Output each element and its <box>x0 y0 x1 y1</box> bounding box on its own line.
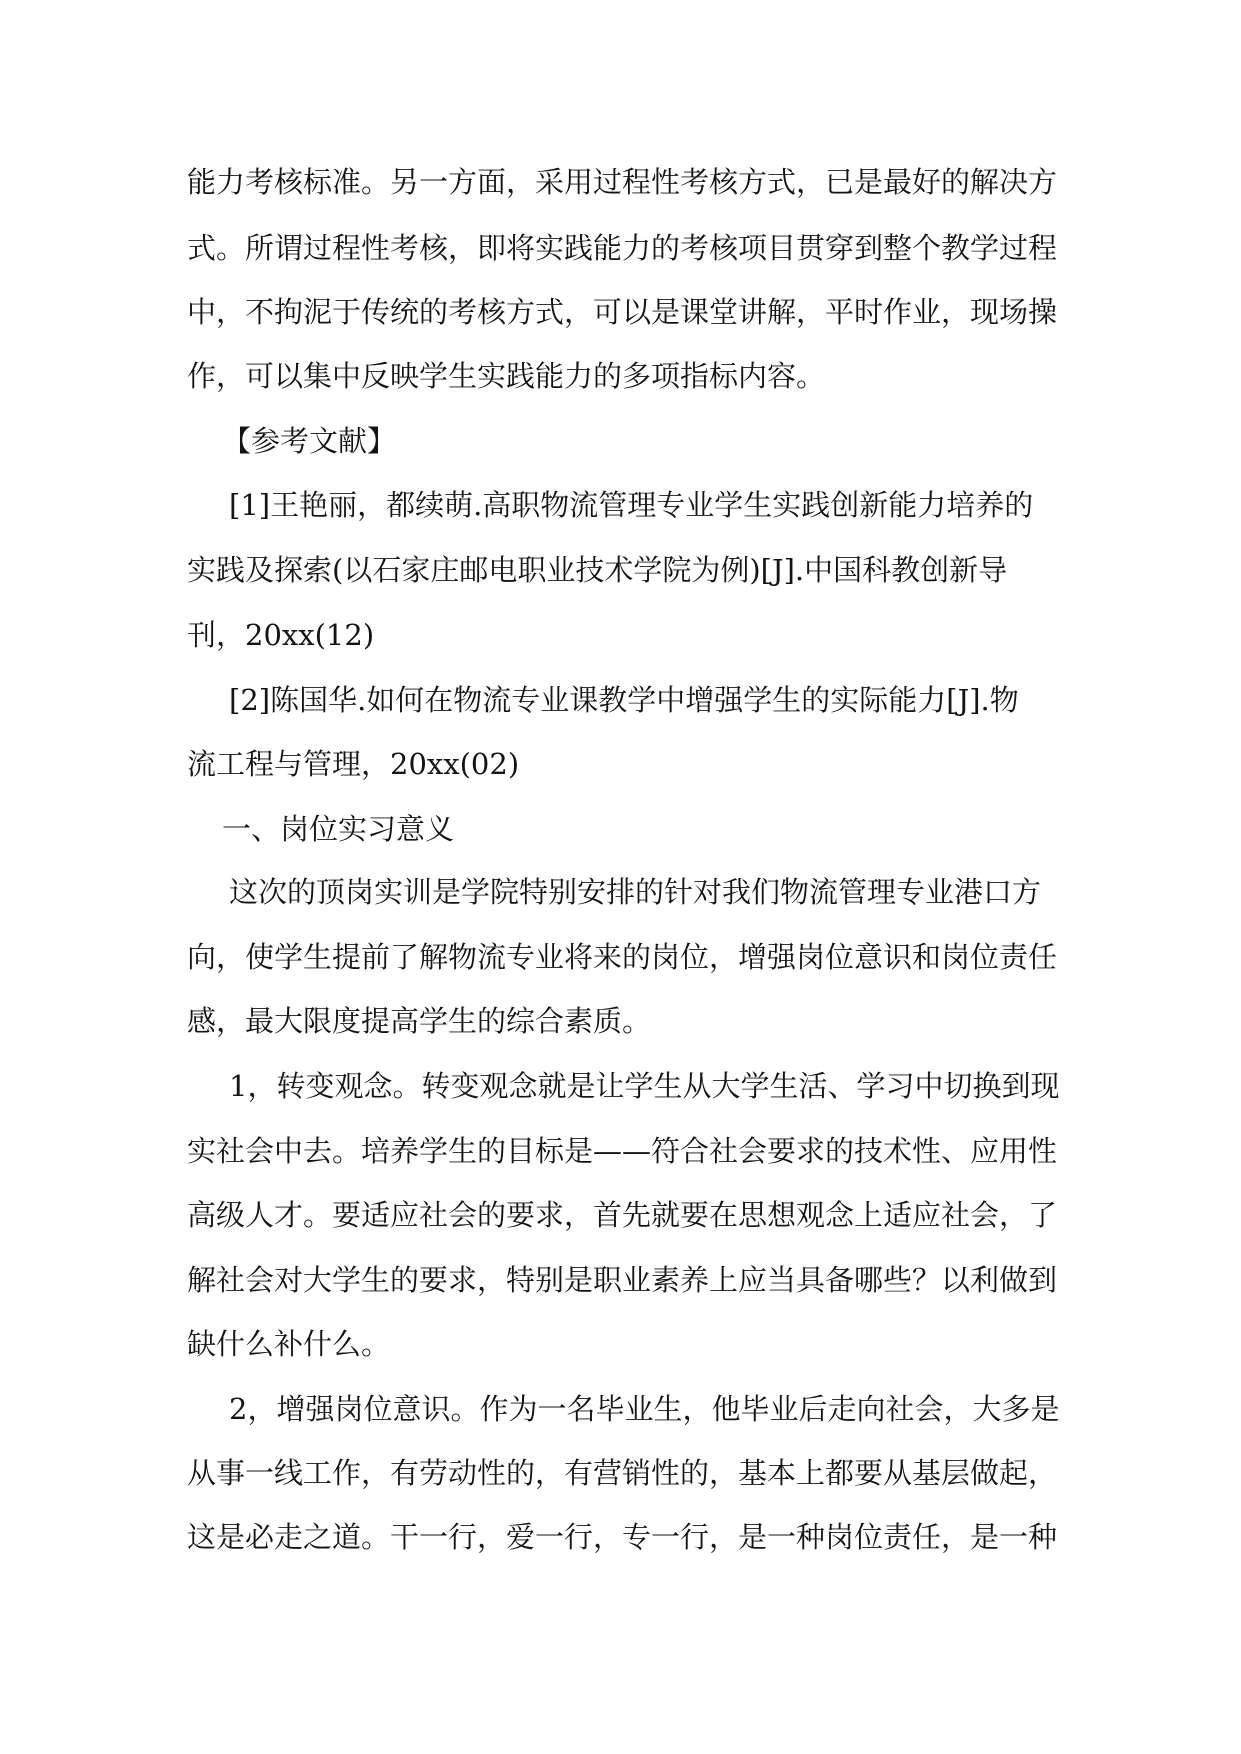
reference-item: [1]王艳丽，都续萌.高职物流管理专业学生实践创新能力培养的 <box>229 488 1034 522</box>
text-line: 刊，20xx(12) <box>187 618 375 652</box>
text-line: 缺什么补什么。 <box>187 1327 391 1361</box>
paragraph-start: 2，增强岗位意识。作为一名毕业生，他毕业后走向社会，大多是 <box>229 1392 1060 1426</box>
text-line: 解社会对大学生的要求，特别是职业素养上应当具备哪些？以利做到 <box>187 1263 1058 1297</box>
text-line: 式。所谓过程性考核，即将实践能力的考核项目贯穿到整个教学过程 <box>187 231 1058 265</box>
section-heading: 一、岗位实习意义 <box>222 812 455 846</box>
text-line: 流工程与管理，20xx(02) <box>187 747 520 781</box>
text-line: 作，可以集中反映学生实践能力的多项指标内容。 <box>187 359 826 393</box>
reference-item: [2]陈国华.如何在物流专业课教学中增强学生的实际能力[J].物 <box>229 683 1019 717</box>
text-line: 从事一线工作，有劳动性的，有营销性的，基本上都要从基层做起， <box>187 1456 1058 1490</box>
text-line: 高级人才。要适应社会的要求，首先就要在思想观念上适应社会，了 <box>187 1198 1058 1232</box>
text-line: 中，不拘泥于传统的考核方式，可以是课堂讲解，平时作业，现场操 <box>187 295 1058 329</box>
text-line: 能力考核标准。另一方面，采用过程性考核方式，已是最好的解决方 <box>187 165 1058 199</box>
text-line: 感，最大限度提高学生的综合素质。 <box>187 1004 652 1038</box>
text-line: 向，使学生提前了解物流专业将来的岗位，增强岗位意识和岗位责任 <box>187 940 1058 974</box>
paragraph-start: 1，转变观念。转变观念就是让学生从大学生活、学习中切换到现 <box>229 1069 1060 1103</box>
references-heading: 【参考文献】 <box>222 424 397 458</box>
text-line: 实践及探索(以石家庄邮电职业技术学院为例)[J].中国科教创新导 <box>187 553 1008 587</box>
text-line: 这是必走之道。干一行，爱一行，专一行，是一种岗位责任，是一种 <box>187 1520 1058 1554</box>
text-line: 实社会中去。培养学生的目标是——符合社会要求的技术性、应用性 <box>187 1134 1058 1168</box>
paragraph-start: 这次的顶岗实训是学院特别安排的针对我们物流管理专业港口方 <box>229 875 1042 909</box>
